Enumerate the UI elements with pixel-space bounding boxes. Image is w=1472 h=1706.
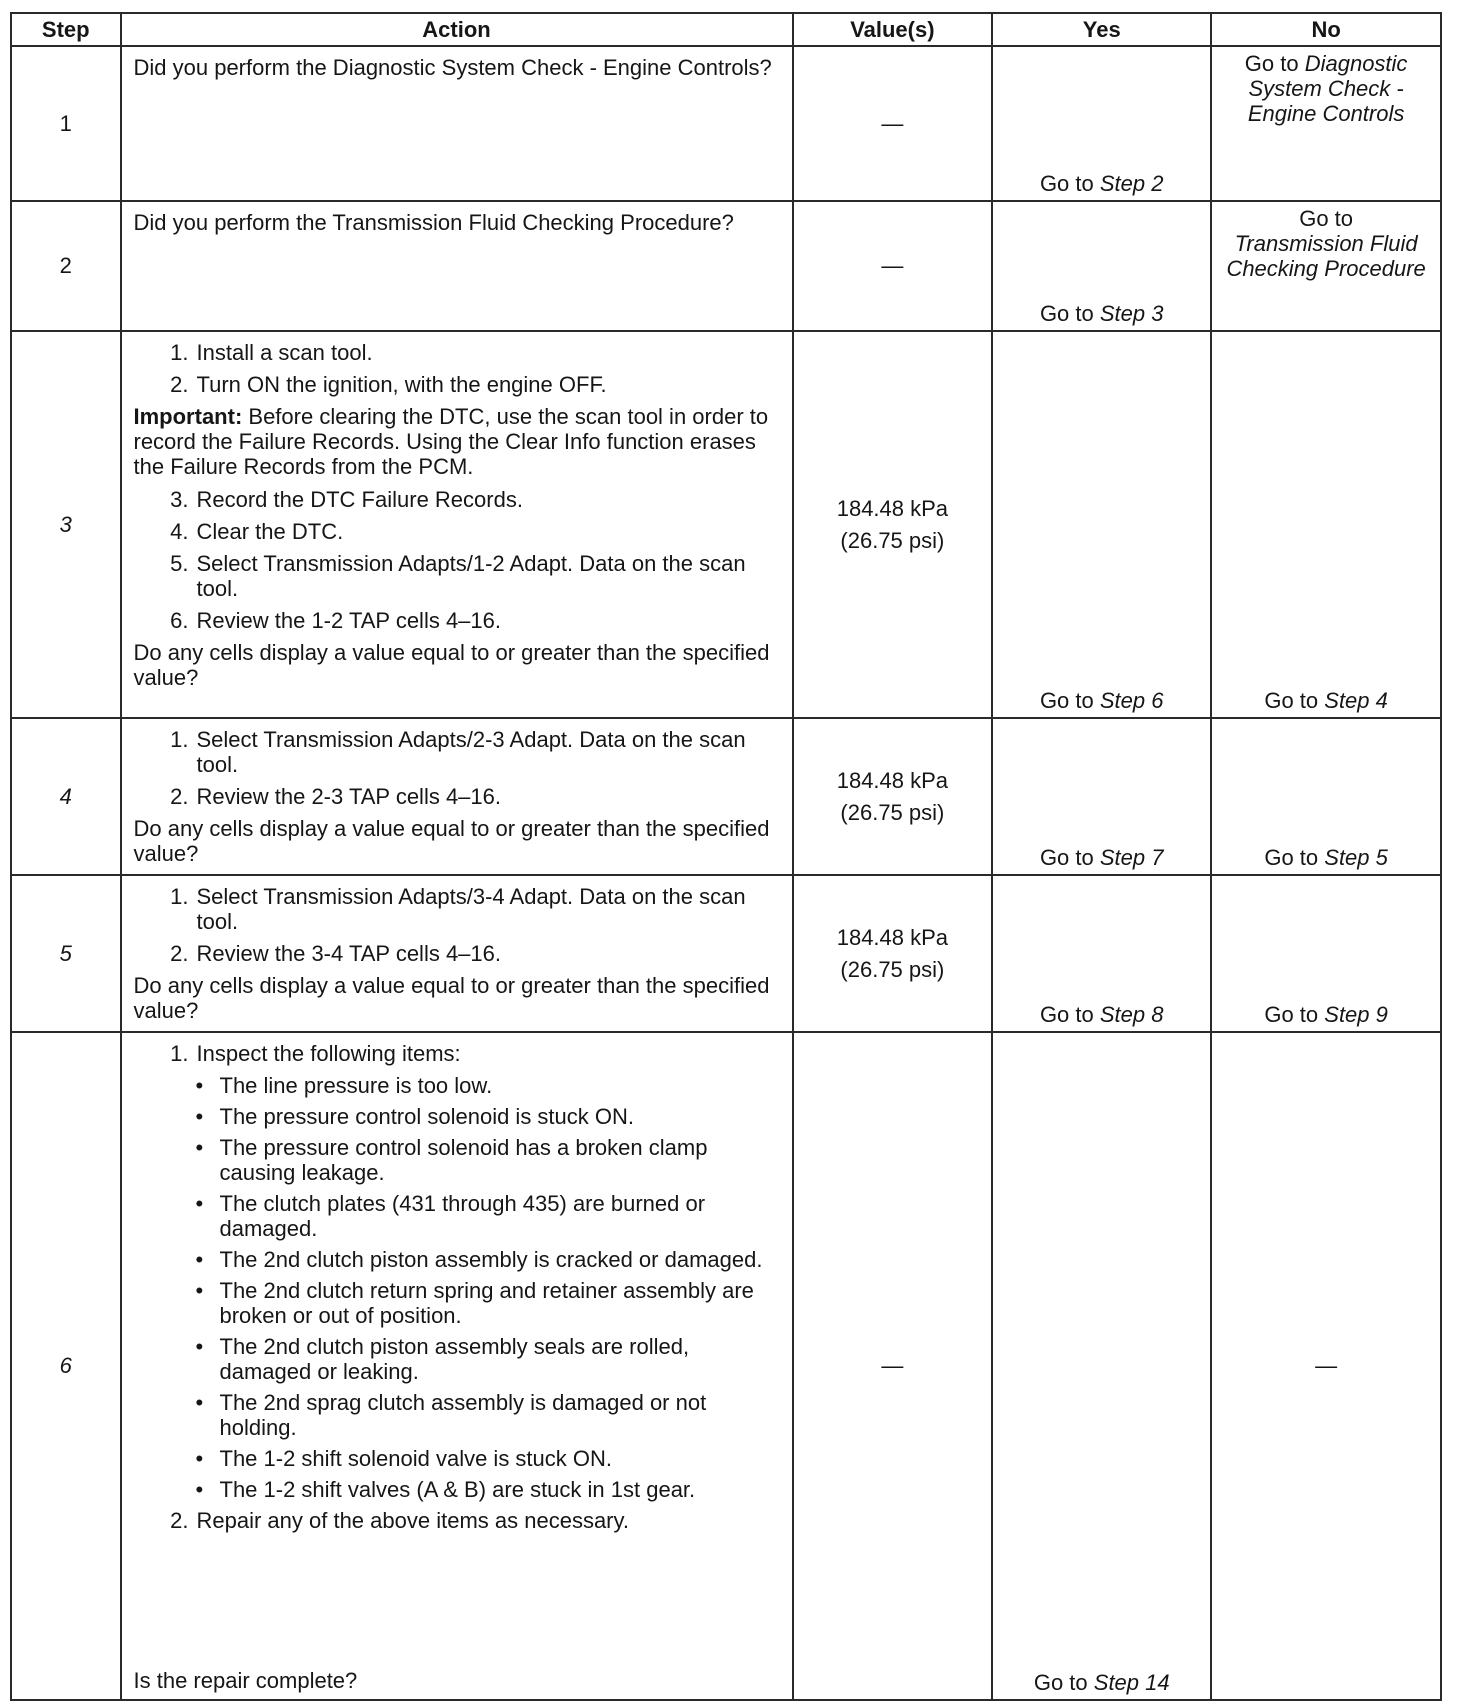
yes-cell xyxy=(992,1032,1211,1700)
table-row xyxy=(11,331,1441,718)
yes-goto[interactable]: Go to Step 14 xyxy=(1033,1670,1170,1695)
list-item: 1. Select Transmission Adapts/3-4 Adapt. Data on the scan tool. xyxy=(170,884,746,935)
value-psi: (26.75 psi) xyxy=(840,800,945,826)
no-cell xyxy=(1211,875,1441,1032)
list-item: 2. Review the 2-3 TAP cells 4–16. xyxy=(170,784,501,810)
action-cell xyxy=(121,46,793,201)
list-item: 1. Inspect the following items: xyxy=(170,1040,461,1066)
bullet-item: • The 1-2 shift valves (A & B) are stuck in 1st gear. xyxy=(195,1476,696,1502)
list-item: 6. Review the 1-2 TAP cells 4–16. xyxy=(170,608,501,634)
table-row xyxy=(11,1032,1441,1700)
value-cell: — xyxy=(793,1032,993,1700)
value-cell xyxy=(793,718,993,875)
step-number: 2 xyxy=(11,201,121,331)
question-text: Is the repair complete? xyxy=(133,1668,358,1693)
yes-cell xyxy=(992,875,1211,1032)
list-item: 2. Review the 3-4 TAP cells 4–16. xyxy=(170,941,501,967)
question-text: Did you perform the Transmission Fluid Checking Procedure? xyxy=(133,209,734,235)
list-item: 1. Select Transmission Adapts/2-3 Adapt. Data on the scan tool. xyxy=(170,727,746,778)
no-cell xyxy=(1211,718,1441,875)
list-item: 2. Turn ON the ignition, with the engine OFF. xyxy=(170,372,607,398)
value-psi: (26.75 psi) xyxy=(840,528,945,554)
action-cell xyxy=(121,875,793,1032)
header-action: Action xyxy=(121,13,793,46)
action-cell xyxy=(121,718,793,875)
value-cell: — xyxy=(793,201,993,331)
step-number: 1 xyxy=(11,46,121,201)
header-yes: Yes xyxy=(992,13,1211,46)
value-cell xyxy=(793,875,993,1032)
yes-goto[interactable]: Go to Step 8 xyxy=(1039,1001,1164,1027)
no-goto[interactable]: Go to Step 5 xyxy=(1264,845,1388,871)
no-cell: — xyxy=(1211,1032,1441,1700)
yes-cell xyxy=(992,201,1211,331)
list-item: 3. Record the DTC Failure Records. xyxy=(170,487,523,513)
bullet-item: • The 1-2 shift solenoid valve is stuck ON. xyxy=(195,1445,612,1471)
question-text: Do any cells display a value equal to or greater than the specified value? xyxy=(133,816,770,867)
step-number: 5 xyxy=(11,875,121,1032)
diagnostic-table xyxy=(10,12,1442,1701)
bullet-item: • The pressure control solenoid is stuck ON. xyxy=(195,1103,635,1129)
table-row xyxy=(11,875,1441,1032)
value-cell: — xyxy=(793,46,993,201)
bullet-item: • The pressure control solenoid has a broken clamp causing leakage. xyxy=(195,1134,708,1185)
question-text: Do any cells display a value equal to or greater than the specified value? xyxy=(133,973,770,1024)
header-values: Value(s) xyxy=(793,13,993,46)
bullet-item: • The 2nd sprag clutch assembly is damaged or not holding. xyxy=(195,1389,707,1440)
header-row xyxy=(11,13,1441,46)
value-cell xyxy=(793,331,993,718)
no-cell xyxy=(1211,46,1441,201)
yes-cell xyxy=(992,46,1211,201)
bullet-item: • The 2nd clutch piston assembly is cracked or damaged. xyxy=(195,1246,763,1272)
step-number: 4 xyxy=(11,718,121,875)
yes-goto[interactable]: Go to Step 3 xyxy=(1039,301,1164,327)
bullet-item: • The clutch plates (431 through 435) are burned or damaged. xyxy=(195,1190,706,1241)
no-goto[interactable]: Go to Step 9 xyxy=(1264,1001,1388,1027)
step-number: 6 xyxy=(11,1032,121,1700)
action-cell xyxy=(121,201,793,331)
yes-cell xyxy=(992,331,1211,718)
yes-goto[interactable]: Go to Step 6 xyxy=(1039,688,1164,714)
list-item: 1. Install a scan tool. xyxy=(170,340,373,366)
value-kpa: 184.48 kPa xyxy=(836,768,949,794)
step-number: 3 xyxy=(11,331,121,718)
bullet-item: • The 2nd clutch piston assembly seals are rolled, damaged or leaking. xyxy=(195,1333,690,1384)
table-row xyxy=(11,201,1441,331)
value-kpa: 184.48 kPa xyxy=(836,924,949,950)
list-item: 4. Clear the DTC. xyxy=(170,519,344,545)
yes-cell xyxy=(992,718,1211,875)
value-psi: (26.75 psi) xyxy=(840,956,945,982)
list-item: 5. Select Transmission Adapts/1-2 Adapt. Data on the scan tool. xyxy=(170,551,746,602)
no-goto[interactable]: Go to Diagnostic System Check - Engine Controls xyxy=(1244,51,1408,126)
yes-goto[interactable]: Go to Step 2 xyxy=(1039,170,1164,196)
bullet-item: • The 2nd clutch return spring and retainer assembly are broken or out of position. xyxy=(195,1277,754,1328)
value-kpa: 184.48 kPa xyxy=(836,496,949,522)
no-cell xyxy=(1211,201,1441,331)
question-text: Do any cells display a value equal to or greater than the specified value? xyxy=(133,640,770,691)
list-item: 2. Repair any of the above items as necessary. xyxy=(170,1507,629,1533)
bullet-item: • The line pressure is too low. xyxy=(195,1072,493,1098)
action-cell xyxy=(121,1032,793,1700)
header-step: Step xyxy=(11,13,121,46)
no-cell xyxy=(1211,331,1441,718)
action-cell xyxy=(121,331,793,718)
table-row xyxy=(11,718,1441,875)
yes-goto[interactable]: Go to Step 7 xyxy=(1039,845,1164,871)
no-goto[interactable]: Go to Transmission Fluid Checking Procedure xyxy=(1226,205,1426,281)
question-text: Did you perform the Diagnostic System Check - Engine Controls? xyxy=(133,55,772,80)
no-goto[interactable]: Go to Step 4 xyxy=(1264,688,1388,714)
header-no: No xyxy=(1211,13,1441,46)
table-row xyxy=(11,46,1441,201)
important-note: Important: Before clearing the DTC, use the scan tool in order to record the Failure Records. Using the Clear Info function erases the Failure Records from the PCM. xyxy=(133,404,769,480)
